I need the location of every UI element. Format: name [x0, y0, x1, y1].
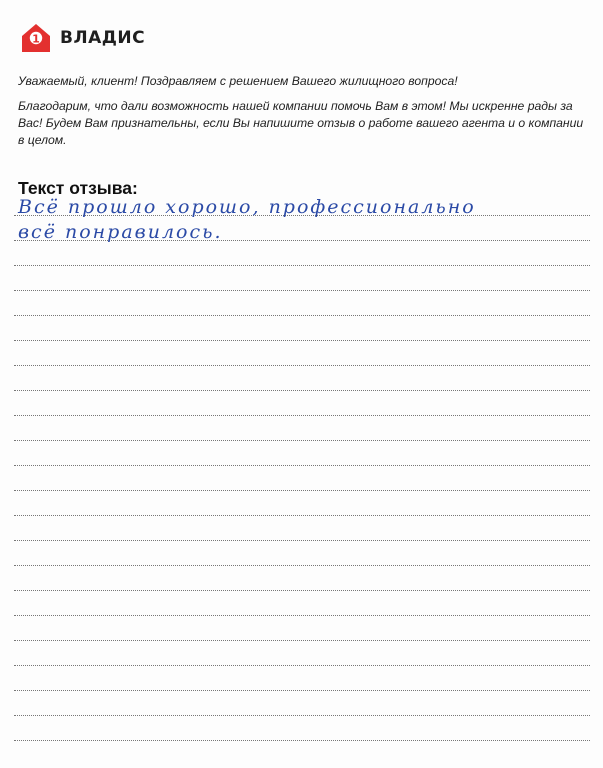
ruled-lines	[14, 0, 590, 768]
ruled-line	[14, 690, 590, 691]
ruled-line	[14, 715, 590, 716]
ruled-line	[14, 515, 590, 516]
handwritten-line: всё понравилось.	[18, 221, 223, 243]
brand-name: ВЛАДИС	[60, 28, 146, 48]
review-title: Текст отзыва:	[18, 178, 138, 198]
ruled-line	[14, 340, 590, 341]
ruled-line	[14, 615, 590, 616]
handwritten-line: Всё прошло хорошо, профессионально	[18, 196, 476, 218]
ruled-line	[14, 740, 590, 741]
ruled-line	[14, 415, 590, 416]
ruled-line	[14, 265, 590, 266]
ruled-line	[14, 465, 590, 466]
logo-digit: 1	[32, 32, 40, 46]
ruled-line	[14, 440, 590, 441]
ruled-line	[14, 315, 590, 316]
ruled-line	[14, 365, 590, 366]
greeting: Уважаемый, клиент! Поздравляем с решением Вашего жилищного вопроса!	[18, 74, 458, 88]
ruled-line	[14, 290, 590, 291]
ruled-line	[14, 665, 590, 666]
ruled-line	[14, 490, 590, 491]
intro-body: Благодарим, что дали возможность нашей компании помочь Вам в этом! Мы искренне рады за Вас! Будем Вам признательны, если Вы напишите отзыв о работе вашего агента и о компании в целом.	[18, 99, 584, 147]
ruled-line	[14, 540, 590, 541]
ruled-line	[14, 640, 590, 641]
ruled-line	[14, 390, 590, 391]
ruled-line	[14, 565, 590, 566]
ruled-line	[14, 590, 590, 591]
